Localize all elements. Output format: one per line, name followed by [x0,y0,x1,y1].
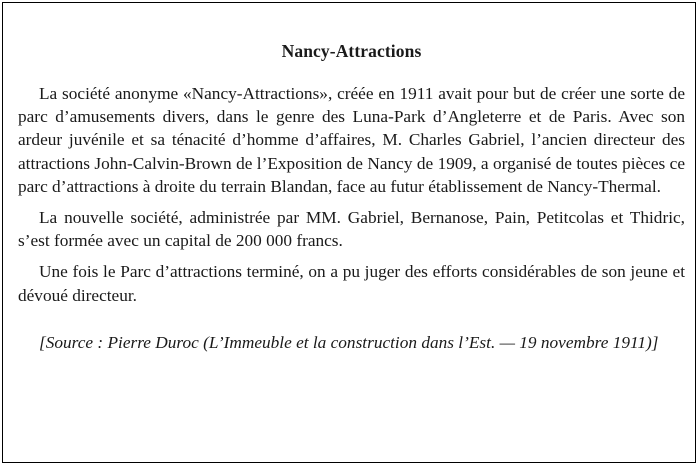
paragraph-2: La nouvelle société, administrée par MM. Gabriel, Bernanose, Pain, Petitcolas et Thidric, s’est formée avec un capital de 200 000 francs. [18,208,685,251]
document-title: Nancy-Attractions [281,41,422,61]
paragraph-3: Une fois le Parc d’attractions terminé, on a pu juger des efforts considérables de son jeune et dévoué directeur. [18,262,685,305]
source-citation: [Source : Pierre Duroc (L’Immeuble et la construction dans l’Est. — 19 novembre 1911)] [39,332,659,352]
paragraph-1: La société anonyme «Nancy-Attractions», créée en 1911 avait pour but de créer une sorte de parc d’amusements divers, dans le genre des Luna-Park d’Angleterre et de Paris. Avec son ardeur juvénile et sa ténacité d’homme d’affaires, M. Charles Gabriel, l’ancien directeur des attractions John-Calvin-Brown de l’Exposition de Nancy de 1909, a organisé de toutes pièces ce parc d’attractions à droite du terrain Blandan, face au futur établissement de Nancy-Thermal. [18,84,685,196]
document-body [18,40,685,354]
